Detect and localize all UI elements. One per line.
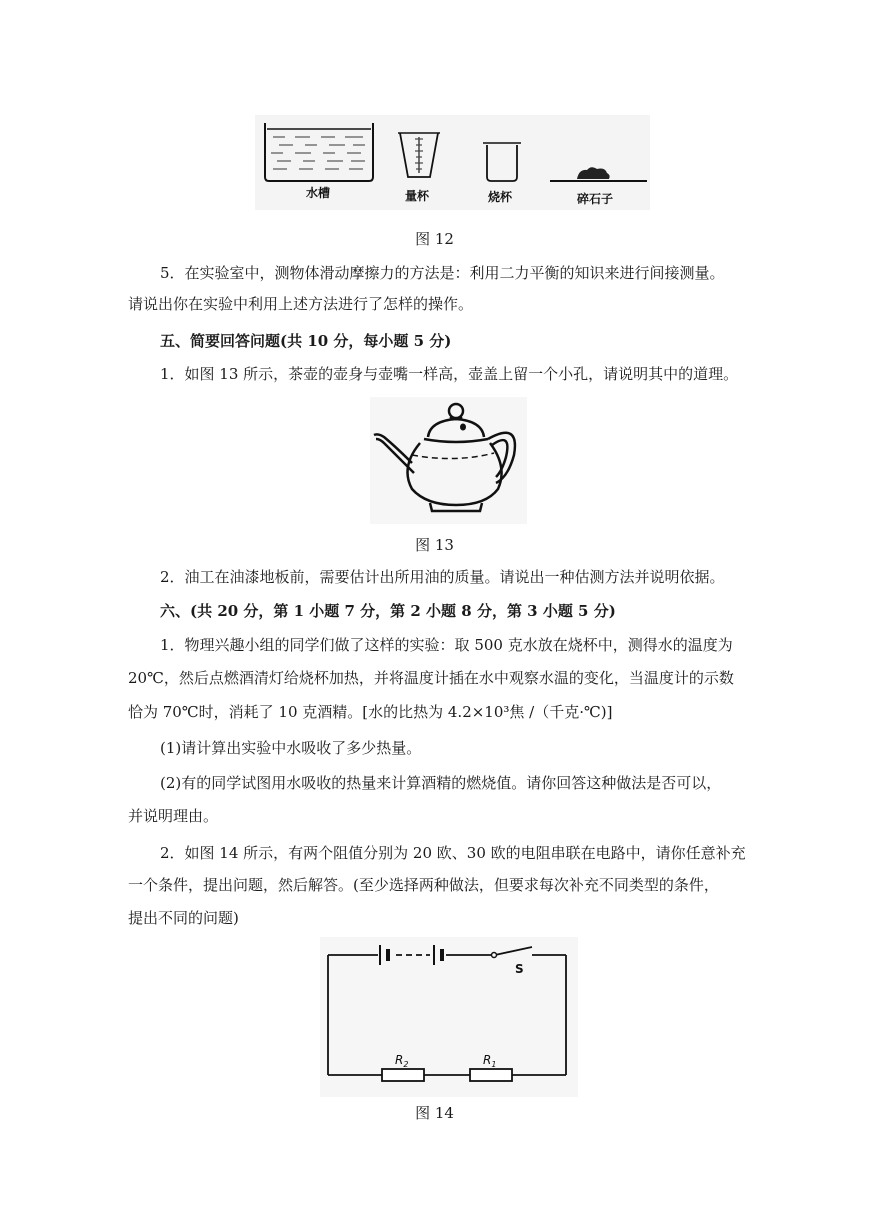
label-water-tank: 水槽 bbox=[306, 186, 331, 200]
section-6-q2-line-2: 一个条件，提出问题，然后解答。(至少选择两种做法，但要求每次补充不同类型的条件， bbox=[128, 876, 719, 894]
r2-subscript: 2 bbox=[403, 1060, 409, 1069]
figure-12-equipment bbox=[255, 115, 650, 210]
r2-label: R bbox=[395, 1053, 404, 1067]
section-6-q2-line-3: 提出不同的问题) bbox=[128, 909, 239, 927]
label-beaker: 烧杯 bbox=[488, 190, 513, 204]
label-gravel: 碎石子 bbox=[577, 192, 614, 206]
resistor-r1 bbox=[470, 1069, 512, 1081]
section-5-q1: 1．如图 13 所示，茶壶的壶身与壶嘴一样高，壶盖上留一个小孔，请说明其中的道理。 bbox=[160, 365, 739, 383]
q5-line-1: 5．在实验室中，测物体滑动摩擦力的方法是：利用二力平衡的知识来进行间接测量。 bbox=[160, 264, 725, 282]
r1-label: R bbox=[483, 1053, 492, 1067]
q5-line-2: 请说出你在实验中利用上述方法进行了怎样的操作。 bbox=[128, 295, 474, 313]
section-5-q2: 2．油工在油漆地板前，需要估计出所用油的质量。请说出一种估测方法并说明依据。 bbox=[160, 568, 725, 586]
section-6-q1-sub-1: (1)请计算出实验中水吸收了多少热量。 bbox=[160, 739, 422, 757]
section-6-q1-sub-2-line-2: 并说明理由。 bbox=[128, 807, 219, 825]
figure-14-circuit bbox=[320, 937, 578, 1097]
resistor-r2 bbox=[382, 1069, 424, 1081]
section-6-q1-line-2: 20℃，然后点燃酒清灯给烧杯加热，并将温度计插在水中观察水温的变化，当温度计的示数 bbox=[128, 669, 734, 687]
switch-label: S bbox=[515, 962, 524, 976]
section-6-heading: 六、(共 20 分，第 1 小题 7 分，第 2 小题 8 分，第 3 小题 5 分) bbox=[160, 602, 616, 620]
section-6-q2-line-1: 2．如图 14 所示，有两个阻值分别为 20 欧、30 欧的电阻串联在电路中，请你任意补充 bbox=[160, 844, 746, 862]
switch-contact bbox=[492, 953, 497, 958]
section-5-heading: 五、简要回答问题(共 10 分，每小题 5 分) bbox=[160, 332, 452, 350]
section-6-q1-sub-2-line-1: (2)有的同学试图用水吸收的热量来计算酒精的燃烧值。请你回答这种做法是否可以， bbox=[160, 774, 722, 792]
label-measuring-cup: 量杯 bbox=[405, 189, 430, 203]
figure-12-caption: 图 12 bbox=[415, 230, 454, 248]
figure-13-caption: 图 13 bbox=[415, 536, 454, 554]
section-6-q1-line-3: 恰为 70℃时，消耗了 10 克酒精。[水的比热为 4.2×10³焦 /（千克·℃)] bbox=[128, 703, 613, 721]
section-6-q1-line-1: 1．物理兴趣小组的同学们做了这样的实验：取 500 克水放在烧杯中，测得水的温度为 bbox=[160, 636, 733, 654]
r1-subscript: 1 bbox=[491, 1060, 497, 1069]
figure-13-teapot bbox=[370, 397, 527, 524]
figure-14-caption: 图 14 bbox=[415, 1104, 454, 1122]
